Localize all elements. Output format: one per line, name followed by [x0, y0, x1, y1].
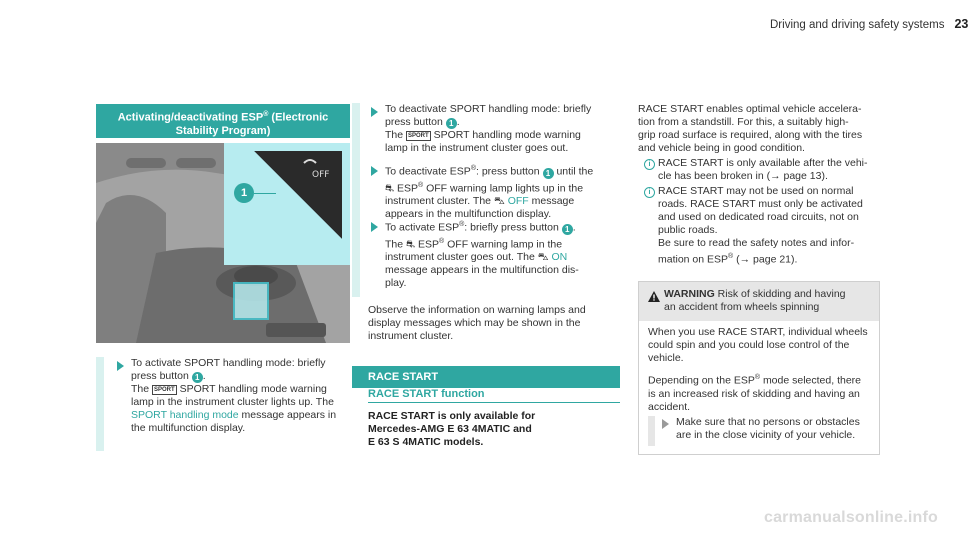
watermark: carmanualsonline.info: [763, 509, 938, 526]
page-number: 23: [954, 17, 968, 31]
step-deactivate-sport: To deactivate SPORT handling mode: briefly press button 1 . The SPORT SPORT handling mode warning lamp in the instrument cluster goes out.: [385, 103, 592, 154]
button-zoom-inset: [224, 143, 350, 265]
subheading-rule: [368, 402, 620, 403]
callout-1-icon: 1: [192, 372, 203, 383]
button-off-label: OFF: [312, 170, 330, 180]
step-bar: [352, 103, 360, 297]
info-icon: i: [644, 159, 655, 170]
warning-body: When you use RACE START, individual wheels could spin and you could lose control of the vehicle. Depending on the ESP® mode selected, there is an increased risk of skidding and having an accident.: [648, 326, 868, 413]
info-icon: i: [644, 187, 655, 198]
car-icon: ⛍: [537, 251, 549, 263]
info-note-1: RACE START is only available after the vehi- cle has been broken in (→ page 13).: [658, 157, 868, 182]
bullet-arrow-icon: [662, 419, 669, 429]
step-activate-esp: To activate ESP®: briefly press button 1 . The ⛐ ESP® OFF warning lamp in the instrument cluster goes out. The ⛍ ON message appears in the multifunction dis- play.: [385, 221, 579, 289]
warning-action: Make sure that no persons or obstacles are in the close vicinity of your vehicle.: [676, 416, 860, 441]
running-header: [770, 17, 968, 31]
warning-title: WARNING Risk of skidding and having an accident from wheels spinning: [664, 288, 846, 313]
bullet-arrow-icon: [371, 166, 378, 176]
skid-car-icon: ⛐: [406, 238, 416, 250]
section-title: Activating/deactivating ESP® (Electronic Stability Program): [96, 104, 350, 138]
sport-icon: SPORT: [408, 133, 429, 139]
observe-note: Observe the information on warning lamps and display messages which may be shown in the instrument cluster.: [368, 304, 586, 342]
step-deactivate-esp: To deactivate ESP®: press button 1 until the ⛐ ESP® OFF warning lamp lights up in the instrument cluster. The ⛍ OFF message appears in the multifunction display.: [385, 165, 594, 220]
bullet-arrow-icon: [371, 222, 378, 232]
sport-icon: SPORT: [154, 387, 175, 393]
skid-car-icon: ⛐: [385, 182, 395, 194]
info-note-2: RACE START may not be used on normal roads. RACE START must only be activated and used on dedicated road circuits, not on public roads. Be sure to read the safety notes and infor- mation on ESP® (→ page 21).: [658, 185, 863, 266]
bullet-arrow-icon: [117, 361, 124, 371]
warning-triangle-icon: [648, 289, 660, 307]
callout-marker: 1: [234, 183, 254, 203]
race-availability: RACE START is only available for Mercedes-AMG E 63 4MATIC and E 63 S 4MATIC models.: [368, 410, 536, 448]
race-start-description: RACE START enables optimal vehicle accelera- tion from a standstill. For this, a suitably high- grip road surface is required, along with the tires and vehicle being in good condition.: [638, 103, 863, 154]
step-activate-sport: To activate SPORT handling mode: briefly press button 1 . The SPORT SPORT handling mode warning lamp in the instrument cluster lights up. The SPORT handling mode message appears in the multifunction display.: [131, 357, 337, 434]
step-bar: [96, 357, 104, 451]
race-start-subheading: RACE START function: [368, 388, 485, 400]
race-start-heading: RACE START: [352, 366, 620, 388]
header-section: Driving and driving safety systems: [770, 19, 945, 31]
car-icon: ⛍: [493, 195, 505, 207]
callout-1-icon: 1: [446, 118, 457, 129]
bullet-arrow-icon: [371, 107, 378, 117]
